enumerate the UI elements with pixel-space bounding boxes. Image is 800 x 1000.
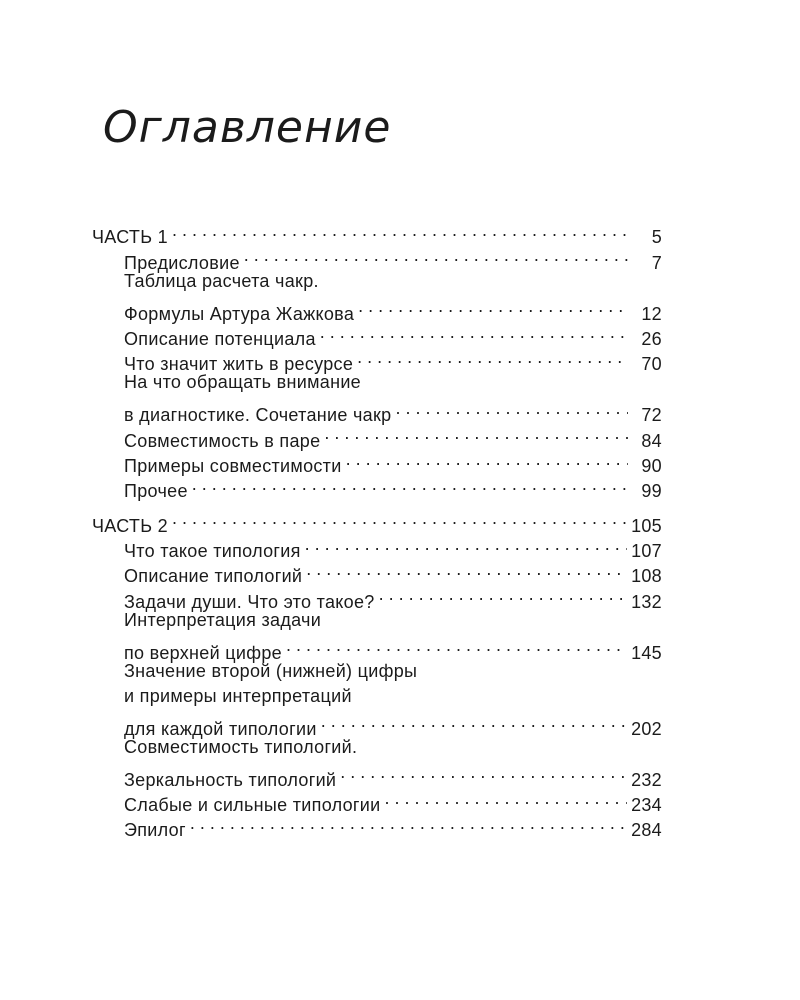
toc-entry[interactable] [92,633,662,663]
toc-entry-text: и примеры интерпретаций [124,686,352,707]
toc-entry-text: Что значит жить в ресурсе [124,354,354,375]
toc-entry[interactable] [92,243,662,273]
toc-entry-text: Совместимость типологий. [124,736,358,757]
toc-page-number: 7 [651,252,662,273]
toc-entry[interactable] [92,396,662,426]
toc-entry-text: Прочее [124,481,188,502]
toc-entry-text: Задачи души. Что это такое? [124,591,375,612]
toc-entry-text: Интерпретация задачи [124,609,322,630]
toc-entry [92,370,662,395]
dot-leader [320,320,628,345]
toc-entry-text: в диагностике. Сочетание чакр [124,405,392,426]
dot-leader [346,447,628,472]
dot-leader [357,345,628,370]
toc-entry-text: Что такое типология [124,541,301,562]
dot-leader [172,218,628,243]
toc-entry-text: На что обращать внимание [124,372,361,393]
toc-entry [92,269,662,294]
toc-entry-text: Зеркальность типологий [124,769,337,790]
toc-entry-text: Совместимость в паре [124,430,321,451]
page-title: Оглавление [103,102,392,153]
dot-leader [306,557,627,582]
toc-entry [92,684,662,709]
toc-entry [92,735,662,760]
toc-entry-text: по верхней цифре [124,642,282,663]
toc-page-number: 232 [631,769,662,790]
dot-leader [190,811,627,836]
toc-page-number: 90 [641,455,662,476]
toc-page-number: 99 [641,481,662,502]
toc-part-1[interactable] [92,218,662,248]
toc-page-number: 107 [631,541,662,562]
toc-page-number: 132 [631,591,662,612]
toc-entry [92,659,662,684]
toc-page-number: 108 [631,566,662,587]
toc-part-label: ЧАСТЬ 1 [92,227,168,248]
toc-entry-text: Эпилог [124,820,186,841]
dot-leader [324,421,628,446]
toc-entry [92,608,662,633]
toc-entry-text: Предисловие [124,252,240,273]
toc-page-number: 145 [631,642,662,663]
dot-leader [340,760,627,785]
toc-entry-text: Описание типологий [124,566,303,587]
toc-entry[interactable] [92,532,662,562]
toc-page-number: 72 [641,405,662,426]
toc-entry-text: Примеры совместимости [124,455,342,476]
dot-leader [244,243,628,268]
toc-page-number: 105 [631,515,662,536]
toc-page-number: 5 [651,227,662,248]
toc-page-number: 202 [631,718,662,739]
toc-entry-text: для каждой типологии [124,718,317,739]
toc-entry-text: Таблица расчета чакр. [124,270,319,291]
toc-page-number: 26 [641,328,662,349]
toc-page-number: 84 [641,430,662,451]
dot-leader [395,396,628,421]
toc-page-number: 12 [641,303,662,324]
dot-leader [192,472,628,497]
toc-entry-text: Слабые и сильные типологии [124,794,381,815]
toc-entry-text: Описание потенциала [124,328,316,349]
toc-entry[interactable] [92,760,662,790]
toc-part-label: ЧАСТЬ 2 [92,515,168,536]
dot-leader [286,633,627,658]
toc-entry-text: Формулы Артура Жажкова [124,303,355,324]
dot-leader [385,786,628,811]
toc-part-2[interactable] [92,506,662,536]
toc-entry[interactable] [92,294,662,324]
toc-entry[interactable] [92,709,662,739]
dot-leader [358,294,628,319]
dot-leader [379,582,627,607]
dot-leader [172,506,627,531]
toc-page-number: 70 [641,354,662,375]
dot-leader [305,532,627,557]
toc-entry-text: Значение второй (нижней) цифры [124,660,418,681]
toc-page-number: 234 [631,794,662,815]
toc-page-number: 284 [631,820,662,841]
table-of-contents [92,218,662,841]
dot-leader [321,709,627,734]
